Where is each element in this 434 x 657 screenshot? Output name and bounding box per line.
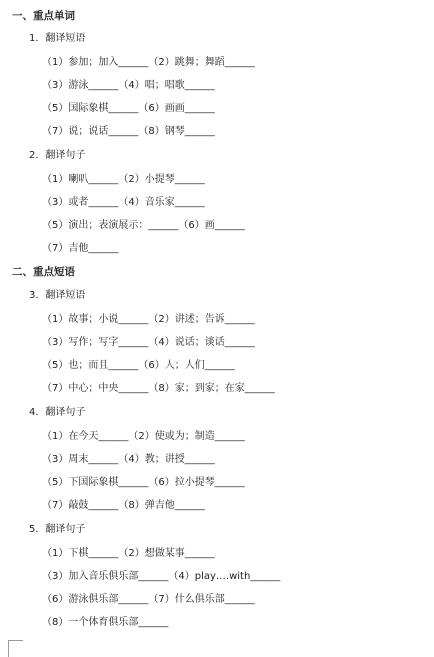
question-5-line-2: （3）加入音乐俱乐部______（4）play….with______ — [42, 571, 281, 582]
question-5-line-4: （8）一个体育俱乐部______ — [42, 617, 169, 628]
question-4-line-1: （1）在今天______（2）使或为；制造______ — [42, 431, 245, 442]
question-1-line-4: （7）说；说话______（8）钢琴______ — [42, 126, 215, 137]
question-5-title: 5．翻译句子 — [29, 524, 86, 535]
question-1-title: 1．翻译短语 — [29, 33, 86, 44]
question-4-line-4: （7）敲鼓______（8）弹吉他______ — [42, 500, 205, 511]
question-2-title: 2．翻译句子 — [29, 150, 86, 161]
question-2-line-2: （3）或者______（4）音乐家______ — [42, 197, 205, 208]
section-heading-key-words: 一、重点单词 — [12, 10, 75, 22]
question-4-title: 4．翻译句子 — [29, 407, 86, 418]
question-4-line-2: （3）周末______（4）教；讲授______ — [42, 454, 215, 465]
page-corner-mark — [8, 640, 23, 657]
question-4-line-3: （5）下国际象棋______（6）拉小提琴______ — [42, 477, 245, 488]
question-5-line-3: （6）游泳俱乐部______（7）什么俱乐部______ — [42, 594, 255, 605]
question-1-line-1: （1）参加；加入______（2）跳舞；舞蹈______ — [42, 57, 255, 68]
question-1-line-2: （3）游泳______（4）唱；唱歌______ — [42, 80, 215, 91]
question-3-line-1: （1）故事；小说______（2）讲述；告诉______ — [42, 314, 255, 325]
section-heading-key-phrases: 二、重点短语 — [12, 266, 75, 278]
question-3-title: 3．翻译短语 — [29, 290, 86, 301]
question-5-line-1: （1）下棋______（2）想做某事______ — [42, 548, 215, 559]
question-3-line-2: （3）写作；写字______（4）说话；谈话______ — [42, 337, 255, 348]
question-3-line-4: （7）中心；中央______（8）家；到家；在家______ — [42, 383, 275, 394]
question-2-line-4: （7）吉他______ — [42, 243, 119, 254]
question-2-line-3: （5）演出；表演展示：______（6）画______ — [42, 220, 245, 231]
question-1-line-3: （5）国际象棋______（6）画画______ — [42, 103, 215, 114]
question-3-line-3: （5）也；而且______（6）人；人们______ — [42, 360, 235, 371]
question-2-line-1: （1）喇叭______（2）小提琴______ — [42, 174, 205, 185]
